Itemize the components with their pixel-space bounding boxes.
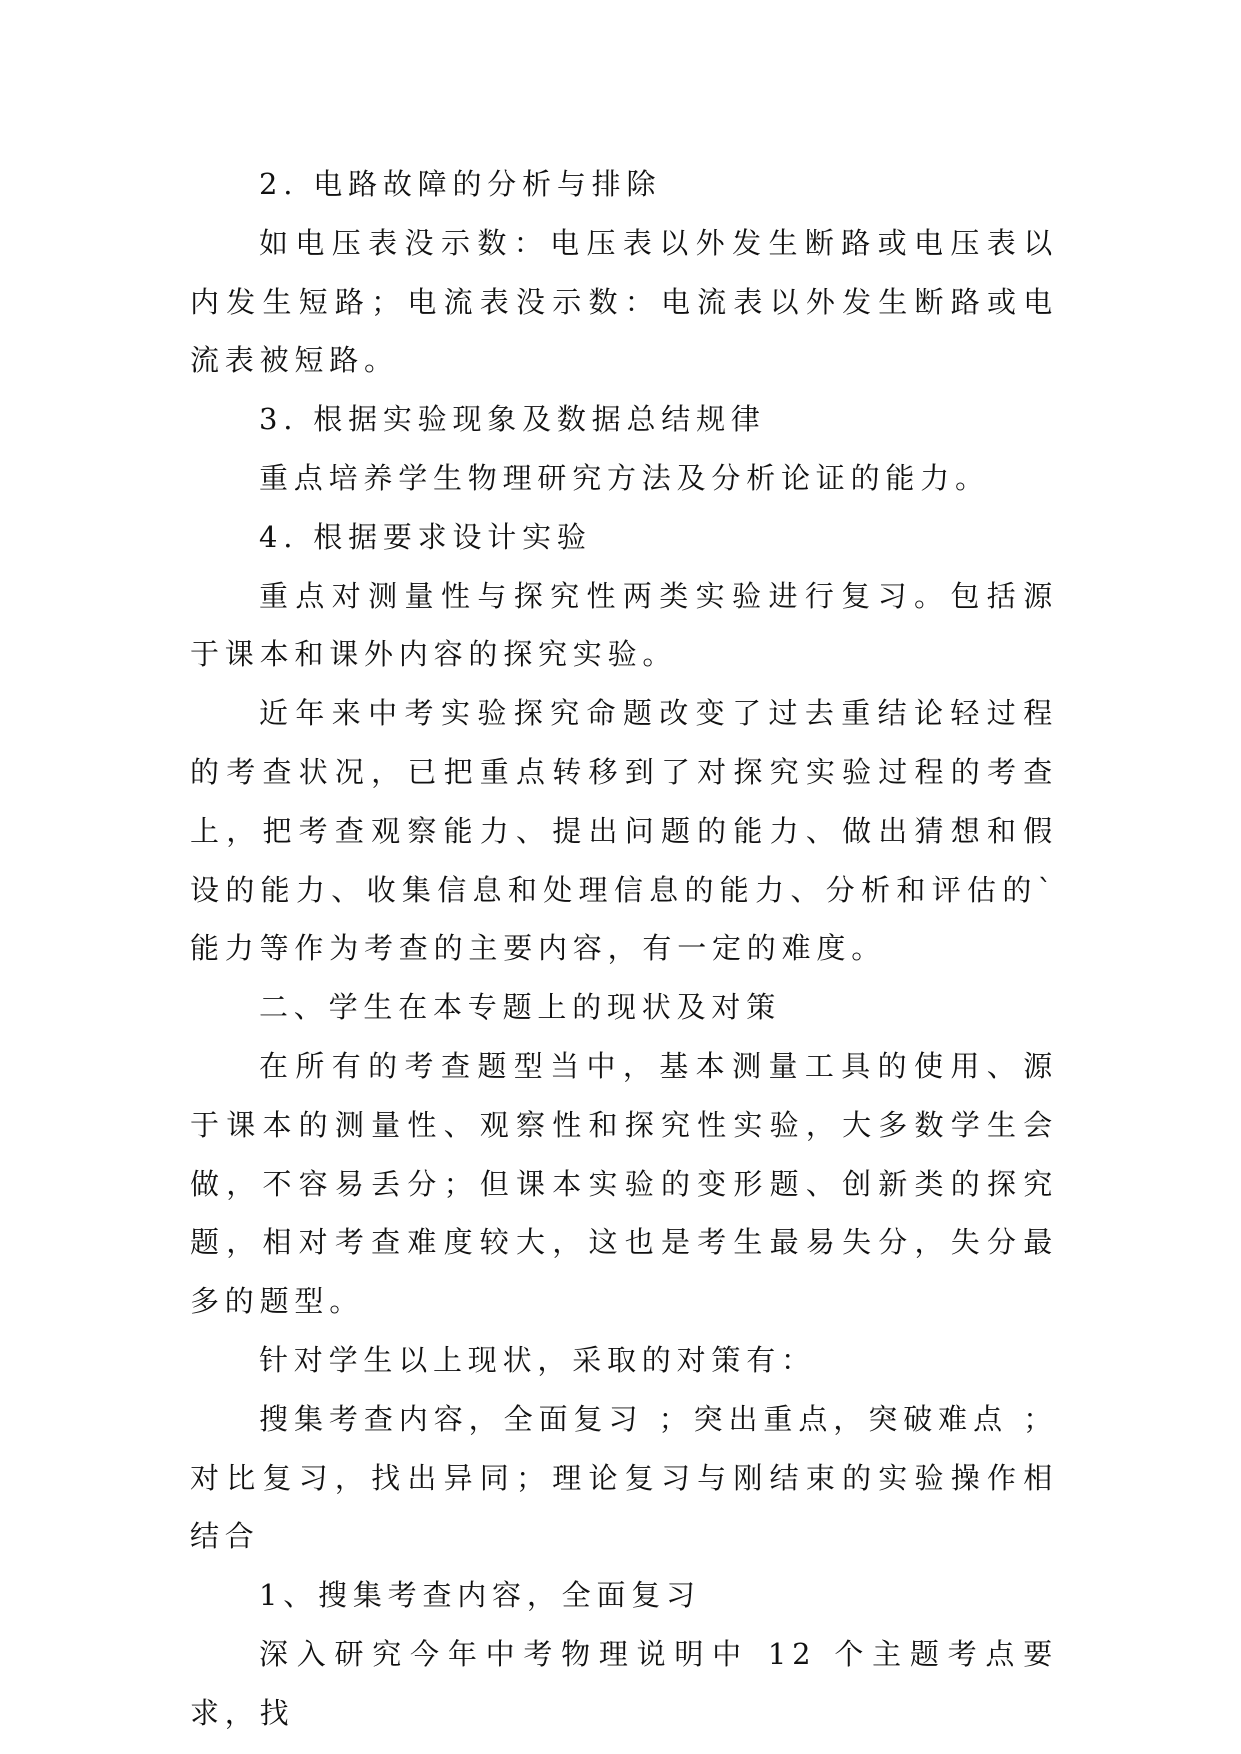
paragraph-design-experiment-heading: 4. 根据要求设计实验 xyxy=(259,519,592,554)
subheading-collect-content: 1、搜集考查内容，全面复习 xyxy=(259,1578,701,1613)
paragraph-summarize-rules-heading: 3. 根据实验现象及数据总结规律 xyxy=(259,402,766,437)
paragraph-circuit-fault-detail: 如电压表没示数：电压表以外发生断路或电压表以内发生短路；电流表没示数：电流表以外发生断路或电流表被短路。 xyxy=(190,225,1058,378)
paragraph-design-experiment-detail: 重点对测量性与探究性两类实验进行复习。包括源于课本和课外内容的探究实验。 xyxy=(190,578,1058,672)
paragraph-countermeasures-intro: 针对学生以上现状，采取的对策有： xyxy=(259,1342,816,1377)
paragraph-circuit-fault-heading: 2. 电路故障的分析与排除 xyxy=(259,167,662,201)
document-body xyxy=(190,155,1058,1743)
paragraph-countermeasures-list: 搜集考查内容，全面复习 ；突出重点，突破难点 ；对比复习，找出异同；理论复习与刚结束的实验操作相结合 xyxy=(190,1401,1058,1554)
paragraph-student-status: 在所有的考查题型当中，基本测量工具的使用、源于课本的测量性、观察性和探究性实验，大多数学生会做，不容易丢分；但课本实验的变形题、创新类的探究题，相对考查难度较大，这也是考生最易失分，失分最多的题型。 xyxy=(190,1048,1058,1319)
paragraph-summarize-rules-detail: 重点培养学生物理研究方法及分析论证的能力。 xyxy=(259,460,990,495)
section-heading-student-status: 二、学生在本专题上的现状及对策 xyxy=(259,990,782,1025)
paragraph-exam-trend: 近年来中考实验探究命题改变了过去重结论轻过程的考查状况，已把重点转移到了对探究实验过程的考查上，把考查观察能力、提出问题的能力、做出猜想和假设的能力、收集信息和处理信息的能力、分析和评估的`能力等作为考查的主要内容，有一定的难度。 xyxy=(190,696,1058,966)
paragraph-research-topics: 深入研究今年中考物理说明中 12 个主题考点要求，找 xyxy=(190,1636,1058,1730)
